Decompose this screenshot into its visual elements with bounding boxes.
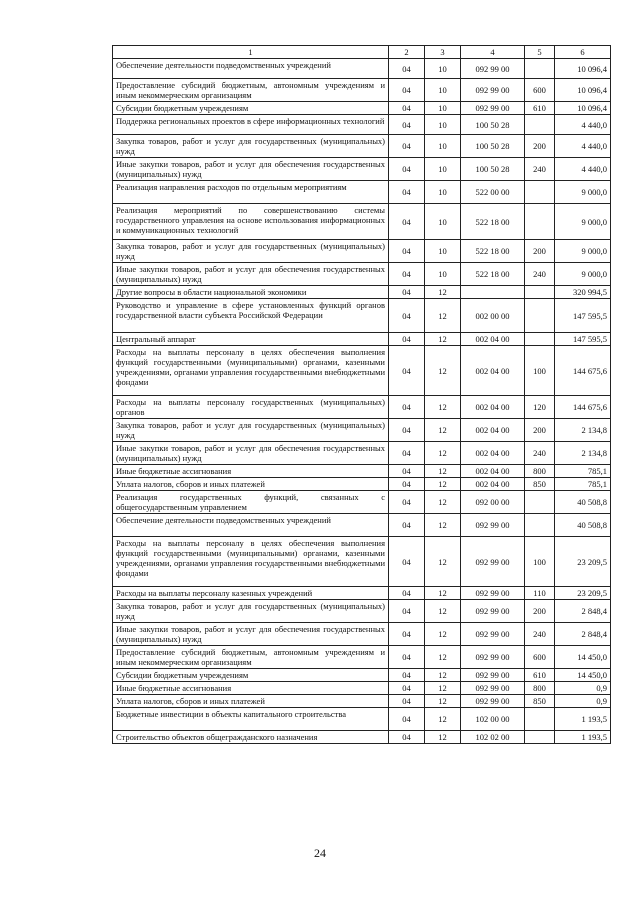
item-name-cell: Иные бюджетные ассигнования bbox=[113, 682, 389, 695]
target-article-cell: 092 99 00 bbox=[461, 514, 525, 537]
item-name-cell: Иные закупки товаров, работ и услуг для обеспечения государственных (муниципальных) нужд bbox=[113, 623, 389, 646]
amount-cell: 10 096,4 bbox=[555, 79, 611, 102]
section-code-cell: 04 bbox=[389, 115, 425, 135]
item-name-cell: Иные закупки товаров, работ и услуг для обеспечения государственных (муниципальных) нужд bbox=[113, 263, 389, 286]
section-code-cell: 04 bbox=[389, 419, 425, 442]
target-article-cell: 100 50 28 bbox=[461, 158, 525, 181]
subsection-code-cell: 12 bbox=[425, 465, 461, 478]
amount-cell: 23 209,5 bbox=[555, 537, 611, 587]
item-name-cell: Закупка товаров, работ и услуг для государственных (муниципальных) нужд bbox=[113, 135, 389, 158]
table-body bbox=[113, 46, 611, 744]
item-name-cell: Закупка товаров, работ и услуг для государственных (муниципальных) нужд bbox=[113, 419, 389, 442]
section-code-cell: 04 bbox=[389, 59, 425, 79]
expense-type-cell bbox=[525, 59, 555, 79]
amount-cell: 2 134,8 bbox=[555, 442, 611, 465]
subsection-code-cell: 10 bbox=[425, 79, 461, 102]
expense-type-cell: 600 bbox=[525, 646, 555, 669]
section-code-cell: 04 bbox=[389, 708, 425, 731]
target-article-cell: 092 99 00 bbox=[461, 587, 525, 600]
table-row bbox=[113, 514, 611, 537]
target-article-cell: 092 99 00 bbox=[461, 59, 525, 79]
table-row bbox=[113, 135, 611, 158]
expense-type-cell: 610 bbox=[525, 669, 555, 682]
expense-type-cell: 800 bbox=[525, 682, 555, 695]
item-name-cell: Закупка товаров, работ и услуг для государственных (муниципальных) нужд bbox=[113, 240, 389, 263]
table-row bbox=[113, 158, 611, 181]
expense-type-cell bbox=[525, 708, 555, 731]
subsection-code-cell: 10 bbox=[425, 158, 461, 181]
expense-type-cell: 100 bbox=[525, 537, 555, 587]
subsection-code-cell: 12 bbox=[425, 442, 461, 465]
item-name-cell: Обеспечение деятельности подведомственных учреждений bbox=[113, 514, 389, 537]
expense-type-cell: 100 bbox=[525, 346, 555, 396]
target-article-cell: 522 00 00 bbox=[461, 181, 525, 204]
table-row bbox=[113, 669, 611, 682]
section-code-cell: 04 bbox=[389, 286, 425, 299]
target-article-cell: 092 99 00 bbox=[461, 79, 525, 102]
section-code-cell: 04 bbox=[389, 600, 425, 623]
target-article-cell: 002 04 00 bbox=[461, 478, 525, 491]
amount-cell: 4 440,0 bbox=[555, 158, 611, 181]
amount-cell: 1 193,5 bbox=[555, 708, 611, 731]
table-row bbox=[113, 708, 611, 731]
target-article-cell: 102 02 00 bbox=[461, 731, 525, 744]
table-row bbox=[113, 102, 611, 115]
subsection-code-cell: 12 bbox=[425, 695, 461, 708]
expense-type-cell: 200 bbox=[525, 600, 555, 623]
amount-cell: 9 000,0 bbox=[555, 181, 611, 204]
item-name-cell: Реализация государственных функций, связанных с общегосударственным управлением bbox=[113, 491, 389, 514]
section-code-cell: 04 bbox=[389, 396, 425, 419]
expense-type-cell bbox=[525, 731, 555, 744]
amount-cell: 2 848,4 bbox=[555, 623, 611, 646]
amount-cell: 144 675,6 bbox=[555, 346, 611, 396]
item-name-cell: Строительство объектов общегражданского назначения bbox=[113, 731, 389, 744]
budget-table bbox=[112, 45, 611, 744]
target-article-cell: 002 04 00 bbox=[461, 419, 525, 442]
target-article-cell: 092 99 00 bbox=[461, 695, 525, 708]
expense-type-cell bbox=[525, 286, 555, 299]
subsection-code-cell: 12 bbox=[425, 419, 461, 442]
expense-type-cell: 240 bbox=[525, 623, 555, 646]
amount-cell: 144 675,6 bbox=[555, 396, 611, 419]
expense-type-cell: 600 bbox=[525, 79, 555, 102]
column-number: 5 bbox=[525, 46, 555, 59]
table-row bbox=[113, 682, 611, 695]
item-name-cell: Иные бюджетные ассигнования bbox=[113, 465, 389, 478]
expense-type-cell: 240 bbox=[525, 158, 555, 181]
subsection-code-cell: 12 bbox=[425, 731, 461, 744]
subsection-code-cell: 12 bbox=[425, 669, 461, 682]
expense-type-cell bbox=[525, 514, 555, 537]
section-code-cell: 04 bbox=[389, 465, 425, 478]
amount-cell: 785,1 bbox=[555, 465, 611, 478]
target-article-cell: 002 04 00 bbox=[461, 346, 525, 396]
table-row bbox=[113, 623, 611, 646]
section-code-cell: 04 bbox=[389, 240, 425, 263]
item-name-cell: Центральный аппарат bbox=[113, 333, 389, 346]
target-article-cell: 002 04 00 bbox=[461, 442, 525, 465]
section-code-cell: 04 bbox=[389, 333, 425, 346]
target-article-cell: 002 04 00 bbox=[461, 396, 525, 419]
section-code-cell: 04 bbox=[389, 669, 425, 682]
target-article-cell: 522 18 00 bbox=[461, 204, 525, 240]
table-row bbox=[113, 587, 611, 600]
item-name-cell: Иные закупки товаров, работ и услуг для обеспечения государственных (муниципальных) нужд bbox=[113, 442, 389, 465]
expense-type-cell: 240 bbox=[525, 442, 555, 465]
target-article-cell: 092 99 00 bbox=[461, 537, 525, 587]
target-article-cell: 002 00 00 bbox=[461, 299, 525, 333]
amount-cell: 1 193,5 bbox=[555, 731, 611, 744]
item-name-cell: Бюджетные инвестиции в объекты капитального строительства bbox=[113, 708, 389, 731]
expense-type-cell: 850 bbox=[525, 478, 555, 491]
item-name-cell: Расходы на выплаты персоналу государственных (муниципальных) органов bbox=[113, 396, 389, 419]
table-row bbox=[113, 646, 611, 669]
subsection-code-cell: 12 bbox=[425, 708, 461, 731]
amount-cell: 9 000,0 bbox=[555, 263, 611, 286]
amount-cell: 40 508,8 bbox=[555, 491, 611, 514]
item-name-cell: Уплата налогов, сборов и иных платежей bbox=[113, 478, 389, 491]
expense-type-cell bbox=[525, 333, 555, 346]
subsection-code-cell: 10 bbox=[425, 135, 461, 158]
section-code-cell: 04 bbox=[389, 682, 425, 695]
target-article-cell: 092 99 00 bbox=[461, 646, 525, 669]
amount-cell: 14 450,0 bbox=[555, 669, 611, 682]
subsection-code-cell: 12 bbox=[425, 600, 461, 623]
table-row bbox=[113, 240, 611, 263]
subsection-code-cell: 12 bbox=[425, 396, 461, 419]
subsection-code-cell: 12 bbox=[425, 286, 461, 299]
page-number: 24 bbox=[314, 846, 326, 860]
item-name-cell: Руководство и управление в сфере установленных функций органов государственной власти субъекта Российской Федерации bbox=[113, 299, 389, 333]
item-name-cell: Закупка товаров, работ и услуг для государственных (муниципальных) нужд bbox=[113, 600, 389, 623]
expense-type-cell: 610 bbox=[525, 102, 555, 115]
item-name-cell: Реализация направления расходов по отдельным мероприятиям bbox=[113, 181, 389, 204]
expense-type-cell: 120 bbox=[525, 396, 555, 419]
amount-cell: 9 000,0 bbox=[555, 204, 611, 240]
table-row bbox=[113, 286, 611, 299]
amount-cell: 2 848,4 bbox=[555, 600, 611, 623]
amount-cell: 0,9 bbox=[555, 682, 611, 695]
expense-type-cell bbox=[525, 299, 555, 333]
expense-type-cell: 110 bbox=[525, 587, 555, 600]
table-row bbox=[113, 442, 611, 465]
section-code-cell: 04 bbox=[389, 442, 425, 465]
section-code-cell: 04 bbox=[389, 587, 425, 600]
amount-cell: 9 000,0 bbox=[555, 240, 611, 263]
table-row bbox=[113, 115, 611, 135]
expense-type-cell bbox=[525, 181, 555, 204]
section-code-cell: 04 bbox=[389, 491, 425, 514]
amount-cell: 14 450,0 bbox=[555, 646, 611, 669]
item-name-cell: Уплата налогов, сборов и иных платежей bbox=[113, 695, 389, 708]
table-row bbox=[113, 491, 611, 514]
section-code-cell: 04 bbox=[389, 346, 425, 396]
subsection-code-cell: 12 bbox=[425, 491, 461, 514]
item-name-cell: Поддержка региональных проектов в сфере информационных технологий bbox=[113, 115, 389, 135]
expense-type-cell bbox=[525, 115, 555, 135]
target-article-cell: 100 50 28 bbox=[461, 115, 525, 135]
item-name-cell: Предоставление субсидий бюджетным, автономным учреждениям и иным некоммерческим организациям bbox=[113, 79, 389, 102]
column-number: 2 bbox=[389, 46, 425, 59]
table-row bbox=[113, 204, 611, 240]
column-number: 1 bbox=[113, 46, 389, 59]
section-code-cell: 04 bbox=[389, 478, 425, 491]
table-row bbox=[113, 537, 611, 587]
subsection-code-cell: 12 bbox=[425, 478, 461, 491]
table-row bbox=[113, 731, 611, 744]
subsection-code-cell: 10 bbox=[425, 181, 461, 204]
subsection-code-cell: 10 bbox=[425, 263, 461, 286]
table-row bbox=[113, 299, 611, 333]
amount-cell: 40 508,8 bbox=[555, 514, 611, 537]
target-article-cell: 092 00 00 bbox=[461, 491, 525, 514]
section-code-cell: 04 bbox=[389, 731, 425, 744]
subsection-code-cell: 10 bbox=[425, 59, 461, 79]
subsection-code-cell: 12 bbox=[425, 537, 461, 587]
item-name-cell: Субсидии бюджетным учреждениям bbox=[113, 102, 389, 115]
expense-type-cell bbox=[525, 491, 555, 514]
amount-cell: 23 209,5 bbox=[555, 587, 611, 600]
subsection-code-cell: 12 bbox=[425, 623, 461, 646]
amount-cell: 147 595,5 bbox=[555, 333, 611, 346]
subsection-code-cell: 12 bbox=[425, 682, 461, 695]
target-article-cell: 100 50 28 bbox=[461, 135, 525, 158]
item-name-cell: Другие вопросы в области национальной экономики bbox=[113, 286, 389, 299]
target-article-cell bbox=[461, 286, 525, 299]
section-code-cell: 04 bbox=[389, 263, 425, 286]
target-article-cell: 092 99 00 bbox=[461, 600, 525, 623]
subsection-code-cell: 12 bbox=[425, 346, 461, 396]
amount-cell: 10 096,4 bbox=[555, 59, 611, 79]
target-article-cell: 522 18 00 bbox=[461, 240, 525, 263]
subsection-code-cell: 10 bbox=[425, 204, 461, 240]
amount-cell: 785,1 bbox=[555, 478, 611, 491]
target-article-cell: 522 18 00 bbox=[461, 263, 525, 286]
table-row bbox=[113, 419, 611, 442]
amount-cell: 4 440,0 bbox=[555, 115, 611, 135]
expense-type-cell: 200 bbox=[525, 240, 555, 263]
column-number: 6 bbox=[555, 46, 611, 59]
table-row bbox=[113, 478, 611, 491]
subsection-code-cell: 12 bbox=[425, 333, 461, 346]
target-article-cell: 002 04 00 bbox=[461, 465, 525, 478]
amount-cell: 0,9 bbox=[555, 695, 611, 708]
table-row bbox=[113, 396, 611, 419]
subsection-code-cell: 10 bbox=[425, 240, 461, 263]
amount-cell: 147 595,5 bbox=[555, 299, 611, 333]
expense-type-cell: 200 bbox=[525, 135, 555, 158]
expense-type-cell: 200 bbox=[525, 419, 555, 442]
subsection-code-cell: 12 bbox=[425, 646, 461, 669]
section-code-cell: 04 bbox=[389, 623, 425, 646]
subsection-code-cell: 12 bbox=[425, 587, 461, 600]
table-row bbox=[113, 181, 611, 204]
amount-cell: 2 134,8 bbox=[555, 419, 611, 442]
subsection-code-cell: 12 bbox=[425, 514, 461, 537]
item-name-cell: Расходы на выплаты персоналу в целях обеспечения выполнения функций государственными (муниципальными) органами, казенными учреждениями, органами управления государственными внебюджетными фондами bbox=[113, 537, 389, 587]
table-row bbox=[113, 263, 611, 286]
section-code-cell: 04 bbox=[389, 514, 425, 537]
section-code-cell: 04 bbox=[389, 299, 425, 333]
section-code-cell: 04 bbox=[389, 79, 425, 102]
item-name-cell: Расходы на выплаты персоналу казенных учреждений bbox=[113, 587, 389, 600]
item-name-cell: Субсидии бюджетным учреждениям bbox=[113, 669, 389, 682]
expense-type-cell: 850 bbox=[525, 695, 555, 708]
amount-cell: 4 440,0 bbox=[555, 135, 611, 158]
table-row bbox=[113, 465, 611, 478]
item-name-cell: Предоставление субсидий бюджетным, автономным учреждениям и иным некоммерческим организациям bbox=[113, 646, 389, 669]
table-row bbox=[113, 79, 611, 102]
subsection-code-cell: 12 bbox=[425, 299, 461, 333]
section-code-cell: 04 bbox=[389, 204, 425, 240]
table-row bbox=[113, 346, 611, 396]
column-number-row bbox=[113, 46, 611, 59]
column-number: 3 bbox=[425, 46, 461, 59]
section-code-cell: 04 bbox=[389, 102, 425, 115]
target-article-cell: 092 99 00 bbox=[461, 102, 525, 115]
item-name-cell: Обеспечение деятельности подведомственных учреждений bbox=[113, 59, 389, 79]
subsection-code-cell: 10 bbox=[425, 102, 461, 115]
section-code-cell: 04 bbox=[389, 158, 425, 181]
expense-type-cell: 800 bbox=[525, 465, 555, 478]
item-name-cell: Иные закупки товаров, работ и услуг для обеспечения государственных (муниципальных) нужд bbox=[113, 158, 389, 181]
table-row bbox=[113, 695, 611, 708]
table-row bbox=[113, 333, 611, 346]
expense-type-cell: 240 bbox=[525, 263, 555, 286]
table-row bbox=[113, 59, 611, 79]
item-name-cell: Реализация мероприятий по совершенствованию системы государственного управления на основе использования информационных и коммуникационных технологий bbox=[113, 204, 389, 240]
target-article-cell: 092 99 00 bbox=[461, 682, 525, 695]
amount-cell: 320 994,5 bbox=[555, 286, 611, 299]
column-number: 4 bbox=[461, 46, 525, 59]
target-article-cell: 102 00 00 bbox=[461, 708, 525, 731]
section-code-cell: 04 bbox=[389, 646, 425, 669]
item-name-cell: Расходы на выплаты персоналу в целях обеспечения выполнения функций государственными (муниципальными) органами, казенными учреждениями, органами управления государственными внебюджетными фондами bbox=[113, 346, 389, 396]
target-article-cell: 092 99 00 bbox=[461, 623, 525, 646]
section-code-cell: 04 bbox=[389, 135, 425, 158]
amount-cell: 10 096,4 bbox=[555, 102, 611, 115]
expense-type-cell bbox=[525, 204, 555, 240]
section-code-cell: 04 bbox=[389, 695, 425, 708]
target-article-cell: 092 99 00 bbox=[461, 669, 525, 682]
section-code-cell: 04 bbox=[389, 537, 425, 587]
target-article-cell: 002 04 00 bbox=[461, 333, 525, 346]
table-row bbox=[113, 600, 611, 623]
section-code-cell: 04 bbox=[389, 181, 425, 204]
subsection-code-cell: 10 bbox=[425, 115, 461, 135]
